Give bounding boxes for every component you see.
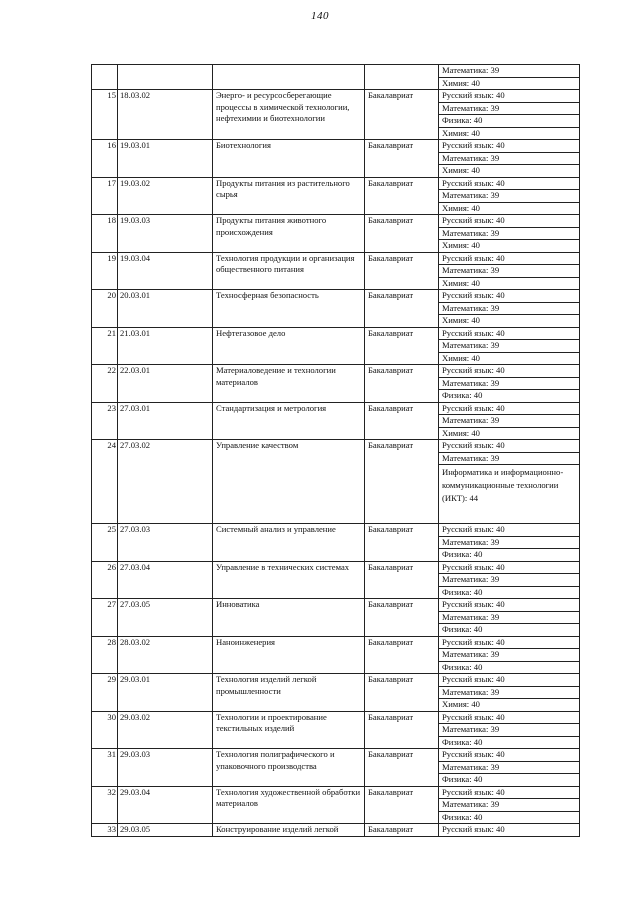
education-level: Бакалавриат [365,561,439,599]
exam-requirements [439,440,580,524]
exam-item: Русский язык: 40 [439,524,579,537]
education-level: Бакалавриат [365,290,439,328]
exam-requirements [439,711,580,749]
row-number: 19 [92,252,118,290]
exam-item: Физика: 40 [442,586,483,597]
exam-item: Русский язык: 40 [439,215,579,228]
program-name: Нефтегазовое дело [213,327,365,365]
row-number: 23 [92,402,118,440]
exam-item: Русский язык: 40 [439,403,579,416]
program-code [118,65,213,90]
program-code: 21.03.01 [118,327,213,365]
table-row [92,177,580,215]
education-level: Бакалавриат [365,140,439,178]
program-code: 19.03.04 [118,252,213,290]
exam-item: Химия: 40 [442,352,480,363]
table-row [92,327,580,365]
program-code: 29.03.01 [118,674,213,712]
program-code: 19.03.03 [118,215,213,253]
program-name: Технология продукции и организация общественного питания [213,252,365,290]
exam-item: Математика: 39 [439,378,579,391]
row-number: 24 [92,440,118,524]
program-name: Продукты питания из растительного сырья [213,177,365,215]
program-code: 20.03.01 [118,290,213,328]
table-row [92,402,580,440]
row-number: 29 [92,674,118,712]
page-number: 140 [311,10,329,22]
exam-item: Математика: 39 [439,103,579,116]
program-name: Техносферная безопасность [213,290,365,328]
education-level: Бакалавриат [365,524,439,562]
row-number: 22 [92,365,118,403]
exam-item: Физика: 40 [442,736,483,747]
program-code: 28.03.02 [118,636,213,674]
exam-requirements [439,636,580,674]
row-number: 30 [92,711,118,749]
exam-item: Русский язык: 40 [439,140,579,153]
exam-item: Математика: 39 [439,65,579,78]
exam-item: Математика: 39 [439,649,579,662]
exam-item: Математика: 39 [439,453,579,466]
exam-item: Математика: 39 [439,228,579,241]
row-number: 21 [92,327,118,365]
exam-item: Математика: 39 [439,724,579,737]
row-number: 27 [92,599,118,637]
row-number: 33 [92,824,118,837]
education-level: Бакалавриат [365,252,439,290]
exam-requirements [439,90,580,140]
program-code: 22.03.01 [118,365,213,403]
education-level [365,65,439,90]
exam-item: Математика: 39 [439,303,579,316]
program-name: Технология полиграфического и упаковочного производства [213,749,365,787]
program-code: 27.03.04 [118,561,213,599]
program-code: 27.03.02 [118,440,213,524]
exam-item: Химия: 40 [442,165,480,175]
exam-item: Физика: 40 [439,115,579,128]
exam-item: Русский язык: 40 [442,824,505,834]
table-row [92,290,580,328]
exam-requirements [439,140,580,178]
table-row [92,215,580,253]
exam-item: Математика: 39 [439,799,579,812]
exam-item: Русский язык: 40 [439,562,579,575]
exam-item: Химия: 40 [442,427,480,438]
exam-item: Физика: 40 [442,774,483,784]
exam-item: Математика: 39 [439,153,579,166]
education-level: Бакалавриат [365,599,439,637]
exam-item: Химия: 40 [442,77,480,88]
exam-item: Математика: 39 [439,574,579,587]
exam-item: Русский язык: 40 [439,749,579,762]
exam-item: Русский язык: 40 [439,178,579,191]
program-code: 27.03.05 [118,599,213,637]
program-code: 27.03.03 [118,524,213,562]
table-row [92,824,580,837]
exam-item: Химия: 40 [442,127,480,138]
row-number: 25 [92,524,118,562]
education-level: Бакалавриат [365,327,439,365]
program-name: Управление качеством [213,440,365,524]
exam-item: Физика: 40 [442,390,483,400]
program-name: Материаловедение и технологии материалов [213,365,365,403]
program-name: Технологии и проектирование текстильных изделий [213,711,365,749]
exam-requirements [439,524,580,562]
table-row [92,90,580,140]
exam-item: Русский язык: 40 [439,712,579,725]
exam-item: Физика: 40 [442,549,483,559]
exam-item: Химия: 40 [442,240,480,250]
exam-item: Физика: 40 [442,661,483,672]
row-number [92,65,118,90]
exam-item: Русский язык: 40 [439,599,579,612]
exam-item: Математика: 39 [439,415,579,428]
exam-requirements [439,599,580,637]
exam-requirements [439,561,580,599]
program-code: 29.03.02 [118,711,213,749]
exam-requirements [439,252,580,290]
row-number: 20 [92,290,118,328]
education-level: Бакалавриат [365,365,439,403]
exam-item: Химия: 40 [442,202,480,213]
program-code: 29.03.05 [118,824,213,837]
exam-item: Русский язык: 40 [439,440,579,453]
exam-requirements [439,290,580,328]
row-number: 26 [92,561,118,599]
exam-item: Русский язык: 40 [439,787,579,800]
program-name: Биотехнология [213,140,365,178]
program-name: Конструирование изделий легкой [213,824,365,837]
exam-item: Физика: 40 [442,811,483,822]
row-number: 16 [92,140,118,178]
table-row [92,365,580,403]
education-level: Бакалавриат [365,711,439,749]
program-name: Энерго- и ресурсосберегающие процессы в химической технологии, нефтехимии и биотехнологии [213,90,365,140]
exam-item: Математика: 39 [439,190,579,203]
exam-requirements [439,749,580,787]
exam-item: Информатика и информационно-коммуникационные технологии (ИКТ): 44 [442,467,564,503]
row-number: 18 [92,215,118,253]
row-number: 32 [92,786,118,824]
program-code: 18.03.02 [118,90,213,140]
row-number: 15 [92,90,118,140]
exam-requirements [439,215,580,253]
exam-item: Русский язык: 40 [439,637,579,650]
exam-requirements [439,824,580,837]
table-row [92,636,580,674]
exam-item: Математика: 39 [439,687,579,700]
table-row [92,711,580,749]
exam-item: Математика: 39 [439,537,579,550]
exam-requirements [439,674,580,712]
program-name: Системный анализ и управление [213,524,365,562]
program-name: Стандартизация и метрология [213,402,365,440]
row-number: 28 [92,636,118,674]
exam-item: Русский язык: 40 [439,90,579,103]
exam-item: Физика: 40 [442,624,483,634]
table-row [92,599,580,637]
exam-item: Химия: 40 [442,699,480,709]
education-level: Бакалавриат [365,215,439,253]
exam-item: Математика: 39 [439,612,579,625]
education-level: Бакалавриат [365,749,439,787]
exam-requirements [439,327,580,365]
table-row [92,786,580,824]
table-row [92,440,580,524]
exam-requirements [439,177,580,215]
education-level: Бакалавриат [365,440,439,524]
exam-item: Русский язык: 40 [439,674,579,687]
exam-item: Русский язык: 40 [439,290,579,303]
program-name: Продукты питания животного происхождения [213,215,365,253]
table-row [92,749,580,787]
education-level: Бакалавриат [365,786,439,824]
exam-item: Химия: 40 [442,277,480,288]
exam-item: Химия: 40 [442,315,480,325]
program-name: Инноватика [213,599,365,637]
table-row [92,561,580,599]
row-number: 31 [92,749,118,787]
exam-item: Русский язык: 40 [439,328,579,341]
table-row [92,252,580,290]
education-level: Бакалавриат [365,90,439,140]
exam-item: Математика: 39 [439,340,579,353]
exam-requirements [439,365,580,403]
exam-item: Математика: 39 [439,762,579,775]
programs-table [91,64,580,837]
education-level: Бакалавриат [365,674,439,712]
program-code: 19.03.01 [118,140,213,178]
exam-item: Русский язык: 40 [439,365,579,378]
exam-item: Русский язык: 40 [439,253,579,266]
education-level: Бакалавриат [365,824,439,837]
program-name: Наноинженерия [213,636,365,674]
program-name: Управление в технических системах [213,561,365,599]
table-row [92,674,580,712]
exam-requirements [439,786,580,824]
exam-requirements [439,402,580,440]
program-name: Технология художественной обработки материалов [213,786,365,824]
program-name [213,65,365,90]
program-code: 29.03.04 [118,786,213,824]
exam-item: Математика: 39 [439,265,579,278]
education-level: Бакалавриат [365,636,439,674]
program-code: 19.03.02 [118,177,213,215]
education-level: Бакалавриат [365,402,439,440]
program-code: 29.03.03 [118,749,213,787]
exam-requirements [439,65,580,90]
table-row [92,65,580,90]
table-row [92,524,580,562]
row-number: 17 [92,177,118,215]
education-level: Бакалавриат [365,177,439,215]
table-row [92,140,580,178]
program-code: 27.03.01 [118,402,213,440]
program-name: Технология изделий легкой промышленности [213,674,365,712]
